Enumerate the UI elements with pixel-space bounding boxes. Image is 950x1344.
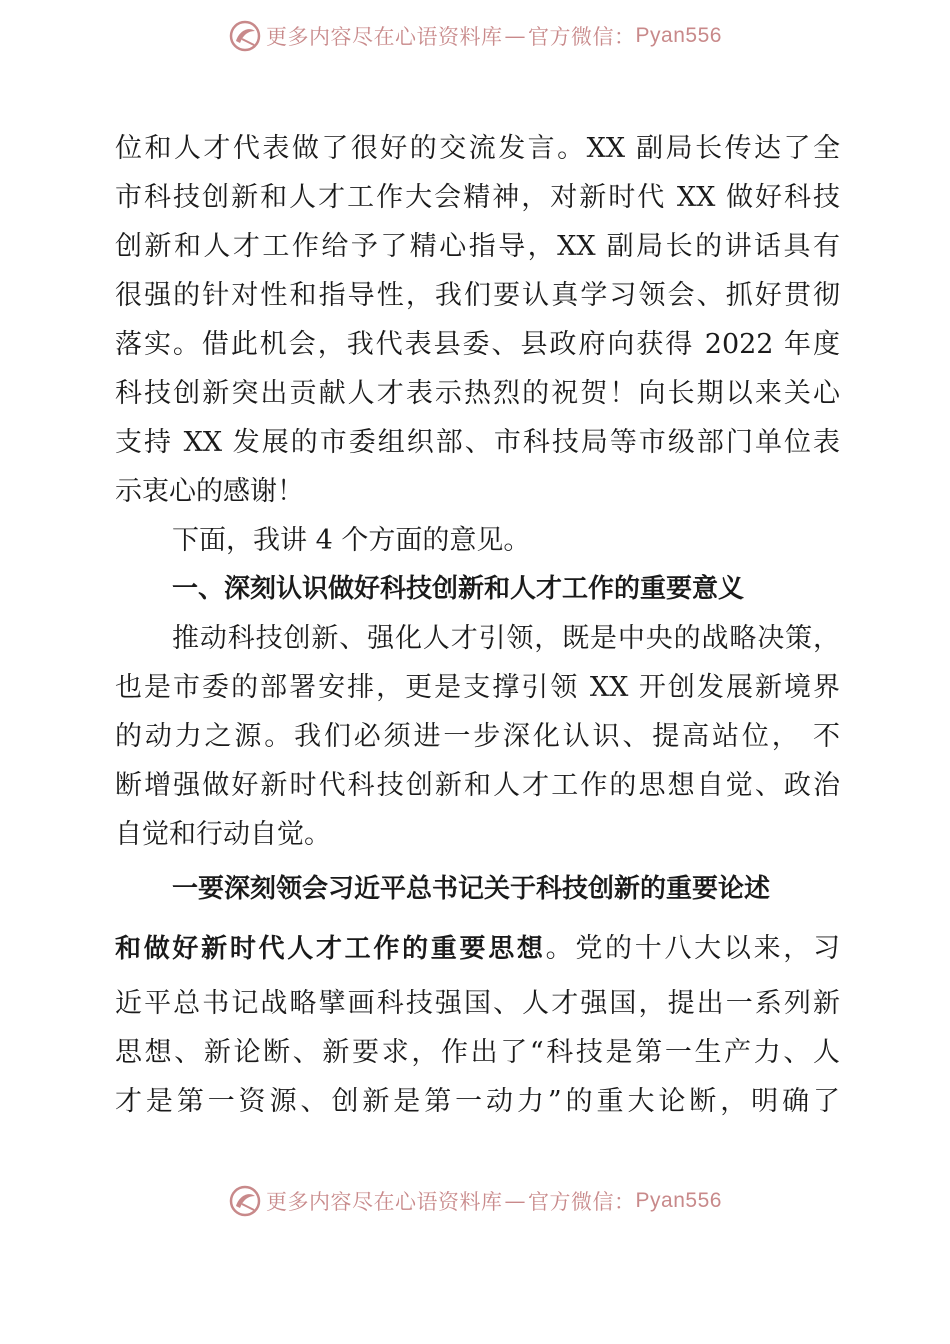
document-body bbox=[115, 124, 840, 1126]
watermark-wechat-label: 官方微信： bbox=[528, 25, 636, 49]
brand-logo-icon bbox=[228, 1184, 262, 1218]
paragraph-line: 也是市委的部署安排，更是支撑引领 XX 开创发展新境界 bbox=[115, 672, 840, 703]
paragraph-line: 支持 XX 发展的市委组织部、市科技局等市级部门单位表 bbox=[115, 427, 840, 458]
paragraph-line: 科技创新突出贡献人才表示热烈的祝贺！向长期以来关心 bbox=[115, 378, 840, 409]
paragraph-line: 近平总书记战略擘画科技强国、人才强国，提出一系列新 bbox=[115, 988, 840, 1019]
paragraph-line: 很强的针对性和指导性，我们要认真学习领会、抓好贯彻 bbox=[115, 280, 840, 311]
header-watermark bbox=[0, 16, 950, 56]
paragraph-line: 的动力之源。我们必须进一步深化认识、提高站位， 不 bbox=[115, 721, 840, 752]
paragraph-line: 示衷心的感谢！ bbox=[115, 476, 304, 507]
watermark-wechat-label: 官方微信： bbox=[528, 1190, 636, 1214]
paragraph-line bbox=[115, 919, 840, 979]
paragraph-line: 推动科技创新、强化人才引领，既是中央的战略决策， bbox=[172, 623, 840, 654]
watermark-brand: 更多内容尽在心语资料库 bbox=[266, 1190, 503, 1214]
paragraph-line: 思想、新论断、新要求，作出了“科技是第一生产力、人 bbox=[115, 1037, 840, 1068]
paragraph-line: 位和人才代表做了很好的交流发言。XX 副局长传达了全 bbox=[115, 133, 840, 164]
paragraph-line: 才是第一资源、创新是第一动力”的重大论断，明确了 bbox=[115, 1086, 840, 1117]
paragraph-line: 自觉和行动自觉。 bbox=[115, 819, 331, 850]
watermark-separator: — bbox=[504, 1189, 527, 1213]
subsection-lead-text: 和做好新时代人才工作的重要思想 bbox=[115, 934, 546, 964]
footer-watermark bbox=[0, 1181, 950, 1221]
paragraph-line: 下面，我讲 4 个方面的意见。 bbox=[172, 525, 531, 556]
paragraph-line: 创新和人才工作给予了精心指导，XX 副局长的讲话具有 bbox=[115, 231, 840, 262]
watermark-separator: — bbox=[504, 24, 527, 48]
brand-logo-icon bbox=[228, 19, 262, 53]
section-heading: 一、深刻认识做好科技创新和人才工作的重要意义 bbox=[172, 574, 745, 604]
watermark-wechat-id: Pyan556 bbox=[635, 24, 722, 47]
paragraph-line: 市科技创新和人才工作大会精神，对新时代 XX 做好科技 bbox=[115, 182, 840, 213]
paragraph-text: 。党的十八大以来，习 bbox=[545, 933, 840, 964]
subsection-lead-line: 一要深刻领会习近平总书记关于科技创新的重要论述 bbox=[172, 874, 771, 904]
paragraph-line: 断增强做好新时代科技创新和人才工作的思想自觉、政治 bbox=[115, 770, 840, 801]
watermark-brand: 更多内容尽在心语资料库 bbox=[266, 25, 503, 49]
paragraph-line: 落实。借此机会，我代表县委、县政府向获得 2022 年度 bbox=[115, 329, 840, 360]
watermark-wechat-id: Pyan556 bbox=[635, 1189, 722, 1212]
